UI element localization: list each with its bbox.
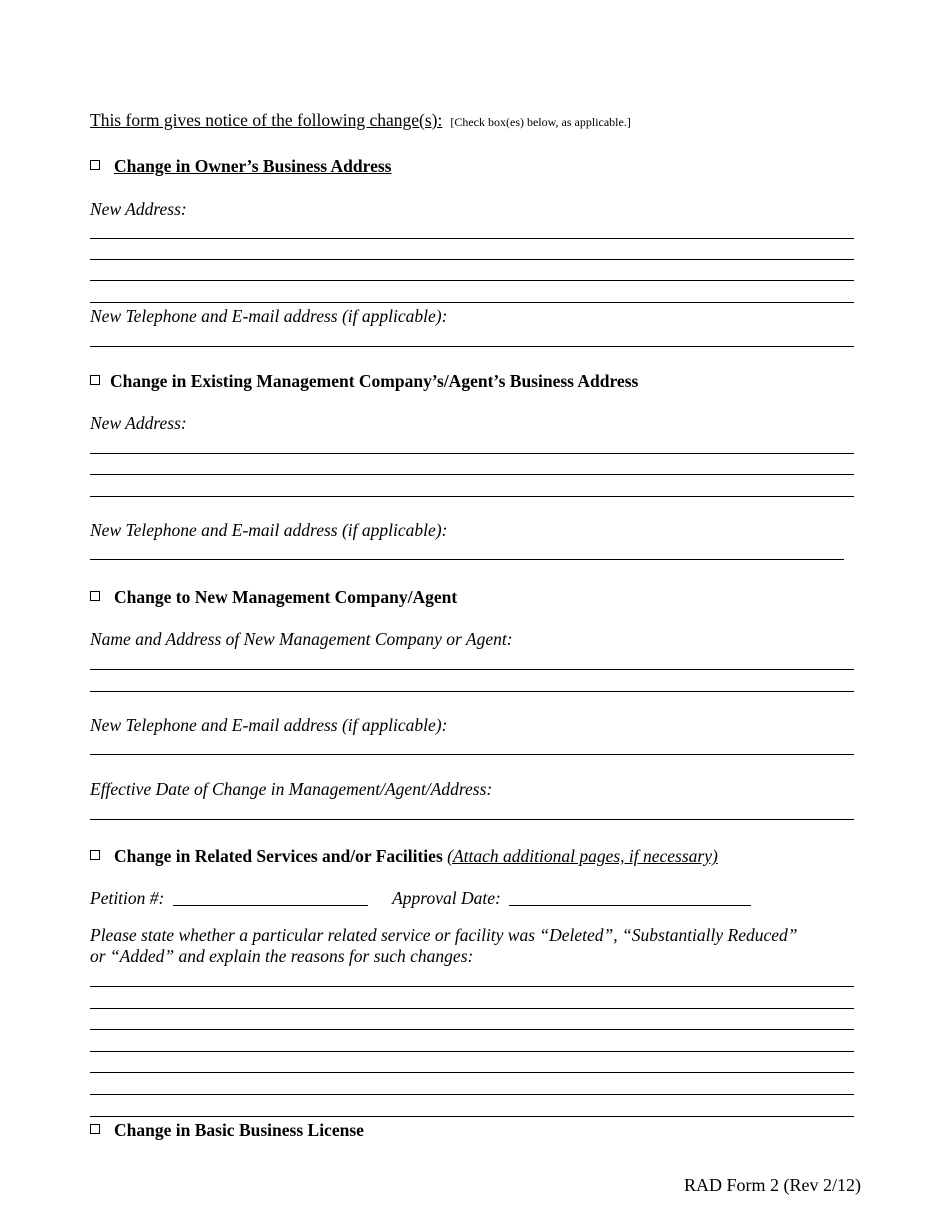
approval-date-input-line[interactable] <box>509 891 751 906</box>
owner-address-line-3[interactable] <box>90 280 854 281</box>
owner-address-title: Change in Owner’s Business Address <box>114 156 392 176</box>
owner-telephone-label: New Telephone and E-mail address (if applicable): <box>90 306 448 326</box>
services-checkbox[interactable] <box>90 850 100 860</box>
new-mgmt-checkbox[interactable] <box>90 591 100 601</box>
services-answer-line-6[interactable] <box>90 1094 854 1095</box>
effective-date-label: Effective Date of Change in Management/Agent/Address: <box>90 779 493 799</box>
owner-address-checkbox[interactable] <box>90 160 100 170</box>
mgmt-address-line-1[interactable] <box>90 453 854 454</box>
section-mgmt-address-heading <box>90 371 638 392</box>
owner-address-line-2[interactable] <box>90 259 854 260</box>
new-mgmt-telephone-line[interactable] <box>90 754 854 755</box>
services-answer-line-3[interactable] <box>90 1029 854 1030</box>
services-answer-line-1[interactable] <box>90 986 854 987</box>
form-id-footer: RAD Form 2 (Rev 2/12) <box>684 1175 861 1195</box>
section-services-heading <box>90 846 718 867</box>
mgmt-new-address-label: New Address: <box>90 413 187 433</box>
section-owner-address-heading <box>90 156 391 177</box>
petition-label: Petition #: <box>90 888 165 908</box>
owner-new-address-label: New Address: <box>90 199 187 219</box>
services-answer-line-7[interactable] <box>90 1116 854 1117</box>
new-mgmt-title: Change to New Management Company/Agent <box>114 587 458 607</box>
petition-input-line[interactable] <box>173 891 368 906</box>
mgmt-address-checkbox[interactable] <box>90 375 100 385</box>
services-answer-line-4[interactable] <box>90 1051 854 1052</box>
services-attach-note: (Attach additional pages, if necessary) <box>447 846 718 866</box>
services-answer-line-2[interactable] <box>90 1008 854 1009</box>
new-mgmt-name-line-1[interactable] <box>90 669 854 670</box>
owner-address-line-1[interactable] <box>90 238 854 239</box>
intro-note: [Check box(es) below, as applicable.] <box>450 115 631 129</box>
mgmt-address-line-3[interactable] <box>90 496 854 497</box>
services-answer-line-5[interactable] <box>90 1072 854 1073</box>
intro-text: This form gives notice of the following change(s): <box>90 110 443 130</box>
license-title: Change in Basic Business License <box>114 1120 364 1140</box>
services-explain-line-1: Please state whether a particular related service or facility was “Deleted”, “Substantially Reduced” <box>90 925 798 945</box>
license-checkbox[interactable] <box>90 1124 100 1134</box>
new-mgmt-name-line-2[interactable] <box>90 691 854 692</box>
form-intro <box>90 110 631 131</box>
section-new-mgmt-heading <box>90 587 457 608</box>
effective-date-line[interactable] <box>90 819 854 820</box>
petition-row <box>90 888 751 909</box>
services-title: Change in Related Services and/or Facilities <box>114 846 443 866</box>
services-explain-line-2: or “Added” and explain the reasons for such changes: <box>90 946 474 966</box>
section-license-heading <box>90 1120 364 1141</box>
owner-address-line-4[interactable] <box>90 302 854 303</box>
new-mgmt-telephone-label: New Telephone and E-mail address (if applicable): <box>90 715 448 735</box>
mgmt-address-title: Change in Existing Management Company’s/Agent’s Business Address <box>110 371 639 391</box>
mgmt-address-line-2[interactable] <box>90 474 854 475</box>
approval-date-label: Approval Date: <box>392 888 501 908</box>
new-mgmt-name-label: Name and Address of New Management Company or Agent: <box>90 629 513 649</box>
owner-telephone-line[interactable] <box>90 346 854 347</box>
mgmt-telephone-label: New Telephone and E-mail address (if applicable): <box>90 520 448 540</box>
mgmt-telephone-line[interactable] <box>90 559 844 560</box>
